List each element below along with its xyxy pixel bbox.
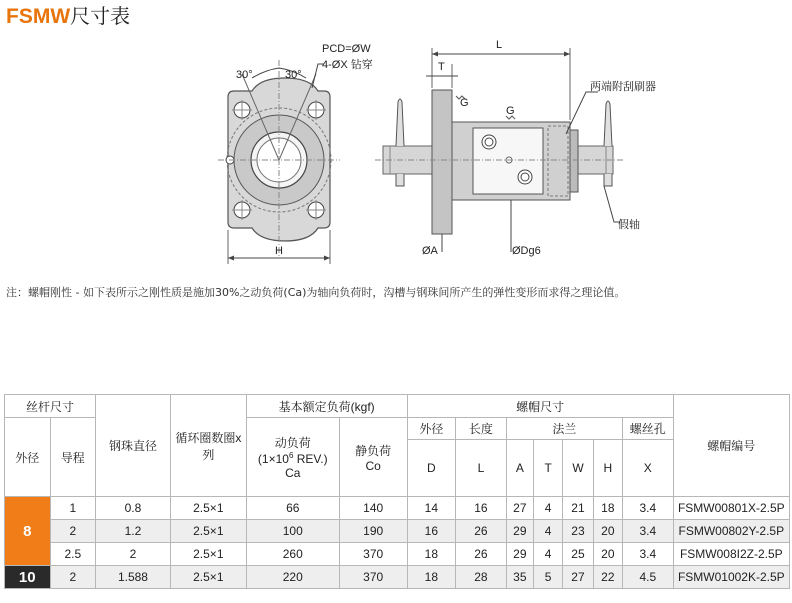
cell: 2.5×1 [170,566,246,589]
dynamic-title: 动负荷 [274,436,311,450]
dia-a-label: ØA [422,245,438,257]
dynamic-unit-pre: (1×10 [257,452,289,466]
cell: 20 [593,543,622,566]
cell: 29 [506,520,533,543]
table-row [5,543,790,566]
cell: 140 [339,497,407,520]
cell: 66 [246,497,339,520]
length-l-label: L [496,39,503,51]
thickness-t-label: T [438,61,445,73]
header-lead: 导程 [50,418,96,497]
cell: 25 [563,543,593,566]
cell: 100 [246,520,339,543]
static-title: 静负荷 [355,443,392,458]
size-cell-10: 10 [5,566,51,589]
cell: 3.4 [622,543,673,566]
cell: 3.4 [622,520,673,543]
cell: 2 [50,566,96,589]
cell: 2 [96,543,171,566]
spec-table [4,394,790,589]
dynamic-unit [248,451,338,466]
header-ball-dia: 钢珠直径 [96,395,171,497]
cell: 370 [339,566,407,589]
cell: 18 [407,566,456,589]
cell: 20 [593,520,622,543]
cell: 21 [563,497,593,520]
title-brand: FSMW [6,5,71,28]
header-model: 螺帽编号 [673,395,789,497]
dummy-shaft-label: 假轴 [618,219,640,231]
cell: 16 [407,520,456,543]
cell: 26 [456,520,507,543]
static-symbol: Co [365,458,381,473]
cell: 16 [456,497,507,520]
cell: 4.5 [622,566,673,589]
header-bolt-hole: 螺丝孔 [622,418,673,440]
front-view [218,60,340,264]
angle-left-label: 30° [236,69,253,81]
gauge-g1-label: G [460,97,469,109]
cell: 29 [506,543,533,566]
side-view [375,48,625,252]
table-row [5,497,790,520]
pcd-label: PCD=ØW [322,43,371,55]
cell: 26 [456,543,507,566]
header-col-h: H [593,440,622,497]
cell: 27 [563,566,593,589]
cell: 190 [339,520,407,543]
header-nut-dims: 螺帽尺寸 [407,395,673,418]
cell: 28 [456,566,507,589]
title-suffix: 尺寸表 [70,4,131,28]
holes-label: 4-ØX 钻穿 [322,59,373,71]
cell: 2.5×1 [170,543,246,566]
cell: 1.588 [96,566,171,589]
cell: 1.2 [96,520,171,543]
rigidity-note: 注：螺帽刚性 - 如下表所示之刚性质是施加30%之动负荷(Ca)为轴向负荷时，沟槽与钢珠间所产生的弹性变形而求得之理论值。 [6,286,626,299]
header-nut-od: 外径 [407,418,456,440]
table-row [5,566,790,589]
cell: 220 [246,566,339,589]
page-title [6,3,130,30]
cell: 23 [563,520,593,543]
dynamic-symbol: Ca [285,466,301,480]
cell: 35 [506,566,533,589]
header-dynamic [246,418,339,497]
cell: 4 [533,497,562,520]
header-col-x: X [622,440,673,497]
model-cell: FSMW00802Y-2.5P [673,520,789,543]
header-load-rating: 基本额定负荷(kgf) [246,395,407,418]
cell: 2.5×1 [170,520,246,543]
width-h-label: H [275,245,283,257]
cell: 22 [593,566,622,589]
header-col-l: L [456,440,507,497]
cell: 18 [593,497,622,520]
cell: 5 [533,566,562,589]
cell: 18 [407,543,456,566]
gauge-g2-label: G [506,105,515,117]
header-static [339,418,407,497]
wiper-label: 两端附刮刷器 [590,81,656,93]
cell: 4 [533,520,562,543]
dynamic-unit-post: REV.) [293,452,328,466]
header-col-w: W [563,440,593,497]
cell: 1 [50,497,96,520]
angle-right-label: 30° [285,69,302,81]
dimension-drawing [200,34,670,264]
cell: 2.5 [50,543,96,566]
header-circuits: 循环圈数圈x列 [170,395,246,497]
dia-dg6-label: ØDg6 [512,245,541,257]
model-cell: FSMW01002K-2.5P [673,566,789,589]
header-col-t: T [533,440,562,497]
header-nut-len: 长度 [456,418,507,440]
header-screw-size: 丝杆尺寸 [5,395,96,418]
cell: 260 [246,543,339,566]
cell: 2 [50,520,96,543]
header-col-d: D [407,440,456,497]
cell: 3.4 [622,497,673,520]
cell: 2.5×1 [170,497,246,520]
cell: 0.8 [96,497,171,520]
model-cell: FSMW008I2Z-2.5P [673,543,789,566]
table-row [5,520,790,543]
cell: 27 [506,497,533,520]
header-flange: 法兰 [506,418,622,440]
header-col-a: A [506,440,533,497]
cell: 14 [407,497,456,520]
size-cell-8: 8 [5,497,51,566]
model-cell: FSMW00801X-2.5P [673,497,789,520]
header-outer-dia: 外径 [5,418,51,497]
dynamic-unit-exp: 6 [288,451,294,460]
cell: 370 [339,543,407,566]
cell: 4 [533,543,562,566]
